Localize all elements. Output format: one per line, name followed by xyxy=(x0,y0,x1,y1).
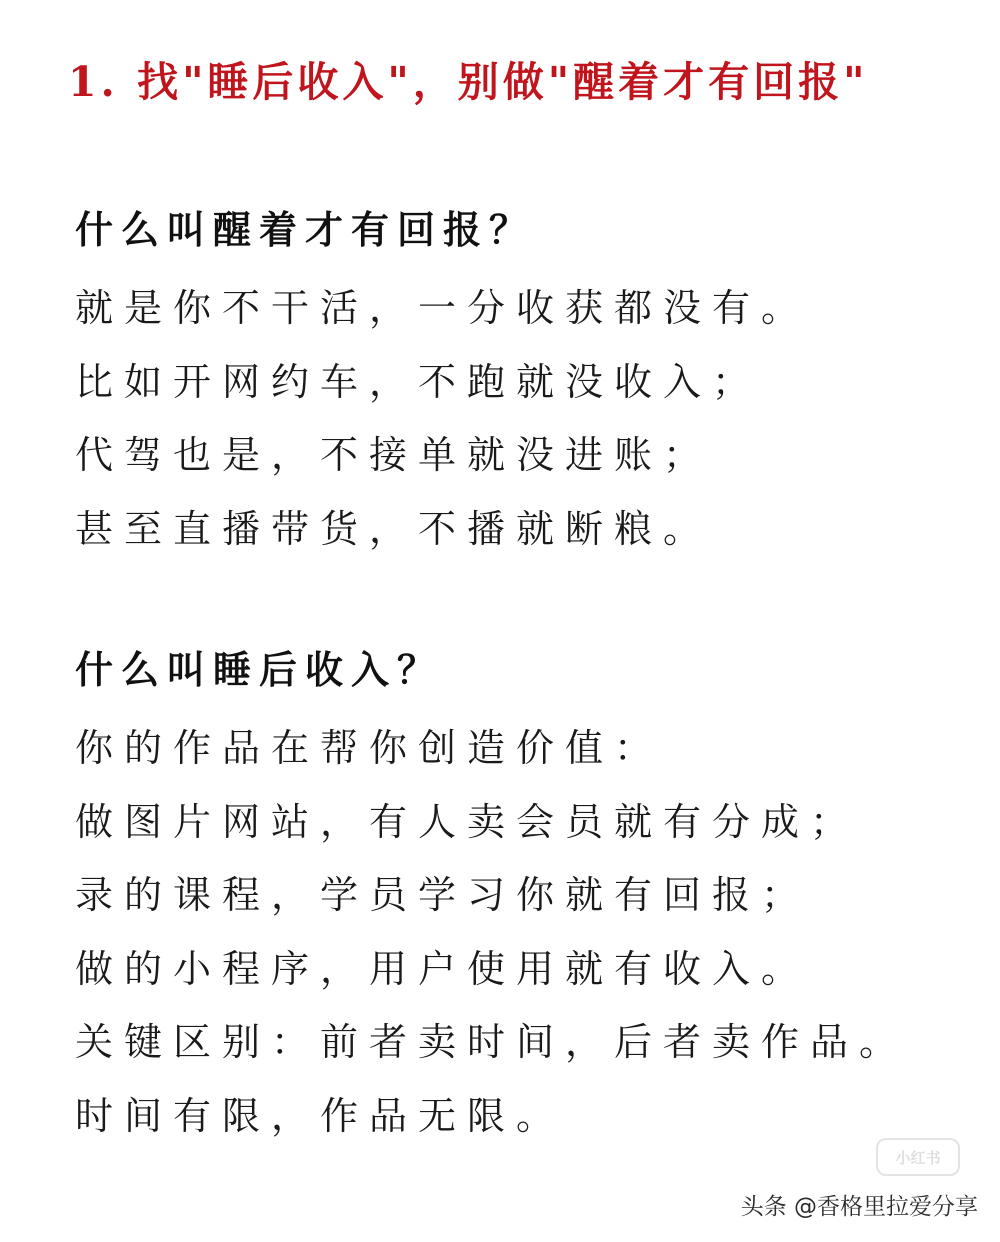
body-line: 做的小程序，用户使用就有收入。 xyxy=(75,946,811,991)
body-line: 录的课程，学员学习你就有回报； xyxy=(75,873,811,917)
section-body xyxy=(75,712,975,1153)
body-line: 比如开网约车，不跑就没收入； xyxy=(75,359,762,404)
section-passive-income xyxy=(75,640,975,1153)
article-title: 1. 找"睡后收入"，别做"醒着才有回报" xyxy=(68,58,869,106)
body-line: 关键区别：前者卖时间，后者卖作品。 xyxy=(75,1020,909,1064)
section-body xyxy=(75,272,975,566)
body-line: 就是你不干活，一分收获都没有。 xyxy=(75,286,811,330)
body-line: 你的作品在帮你创造价值： xyxy=(75,726,664,770)
body-line: 甚至直播带货，不播就断粮。 xyxy=(75,506,713,551)
watermark-logo: 小红书 xyxy=(876,1138,960,1176)
section-heading: 什么叫睡后收入？ xyxy=(75,647,444,692)
body-line: 时间有限，作品无限。 xyxy=(75,1093,566,1138)
section-heading: 什么叫醒着才有回报？ xyxy=(75,207,536,252)
source-credit: 头条 @香格里拉爱分享 xyxy=(740,1194,978,1220)
body-line: 代驾也是，不接单就没进账； xyxy=(75,433,713,477)
body-line: 做图片网站，有人卖会员就有分成； xyxy=(75,799,860,844)
section-waking-income xyxy=(75,200,975,566)
